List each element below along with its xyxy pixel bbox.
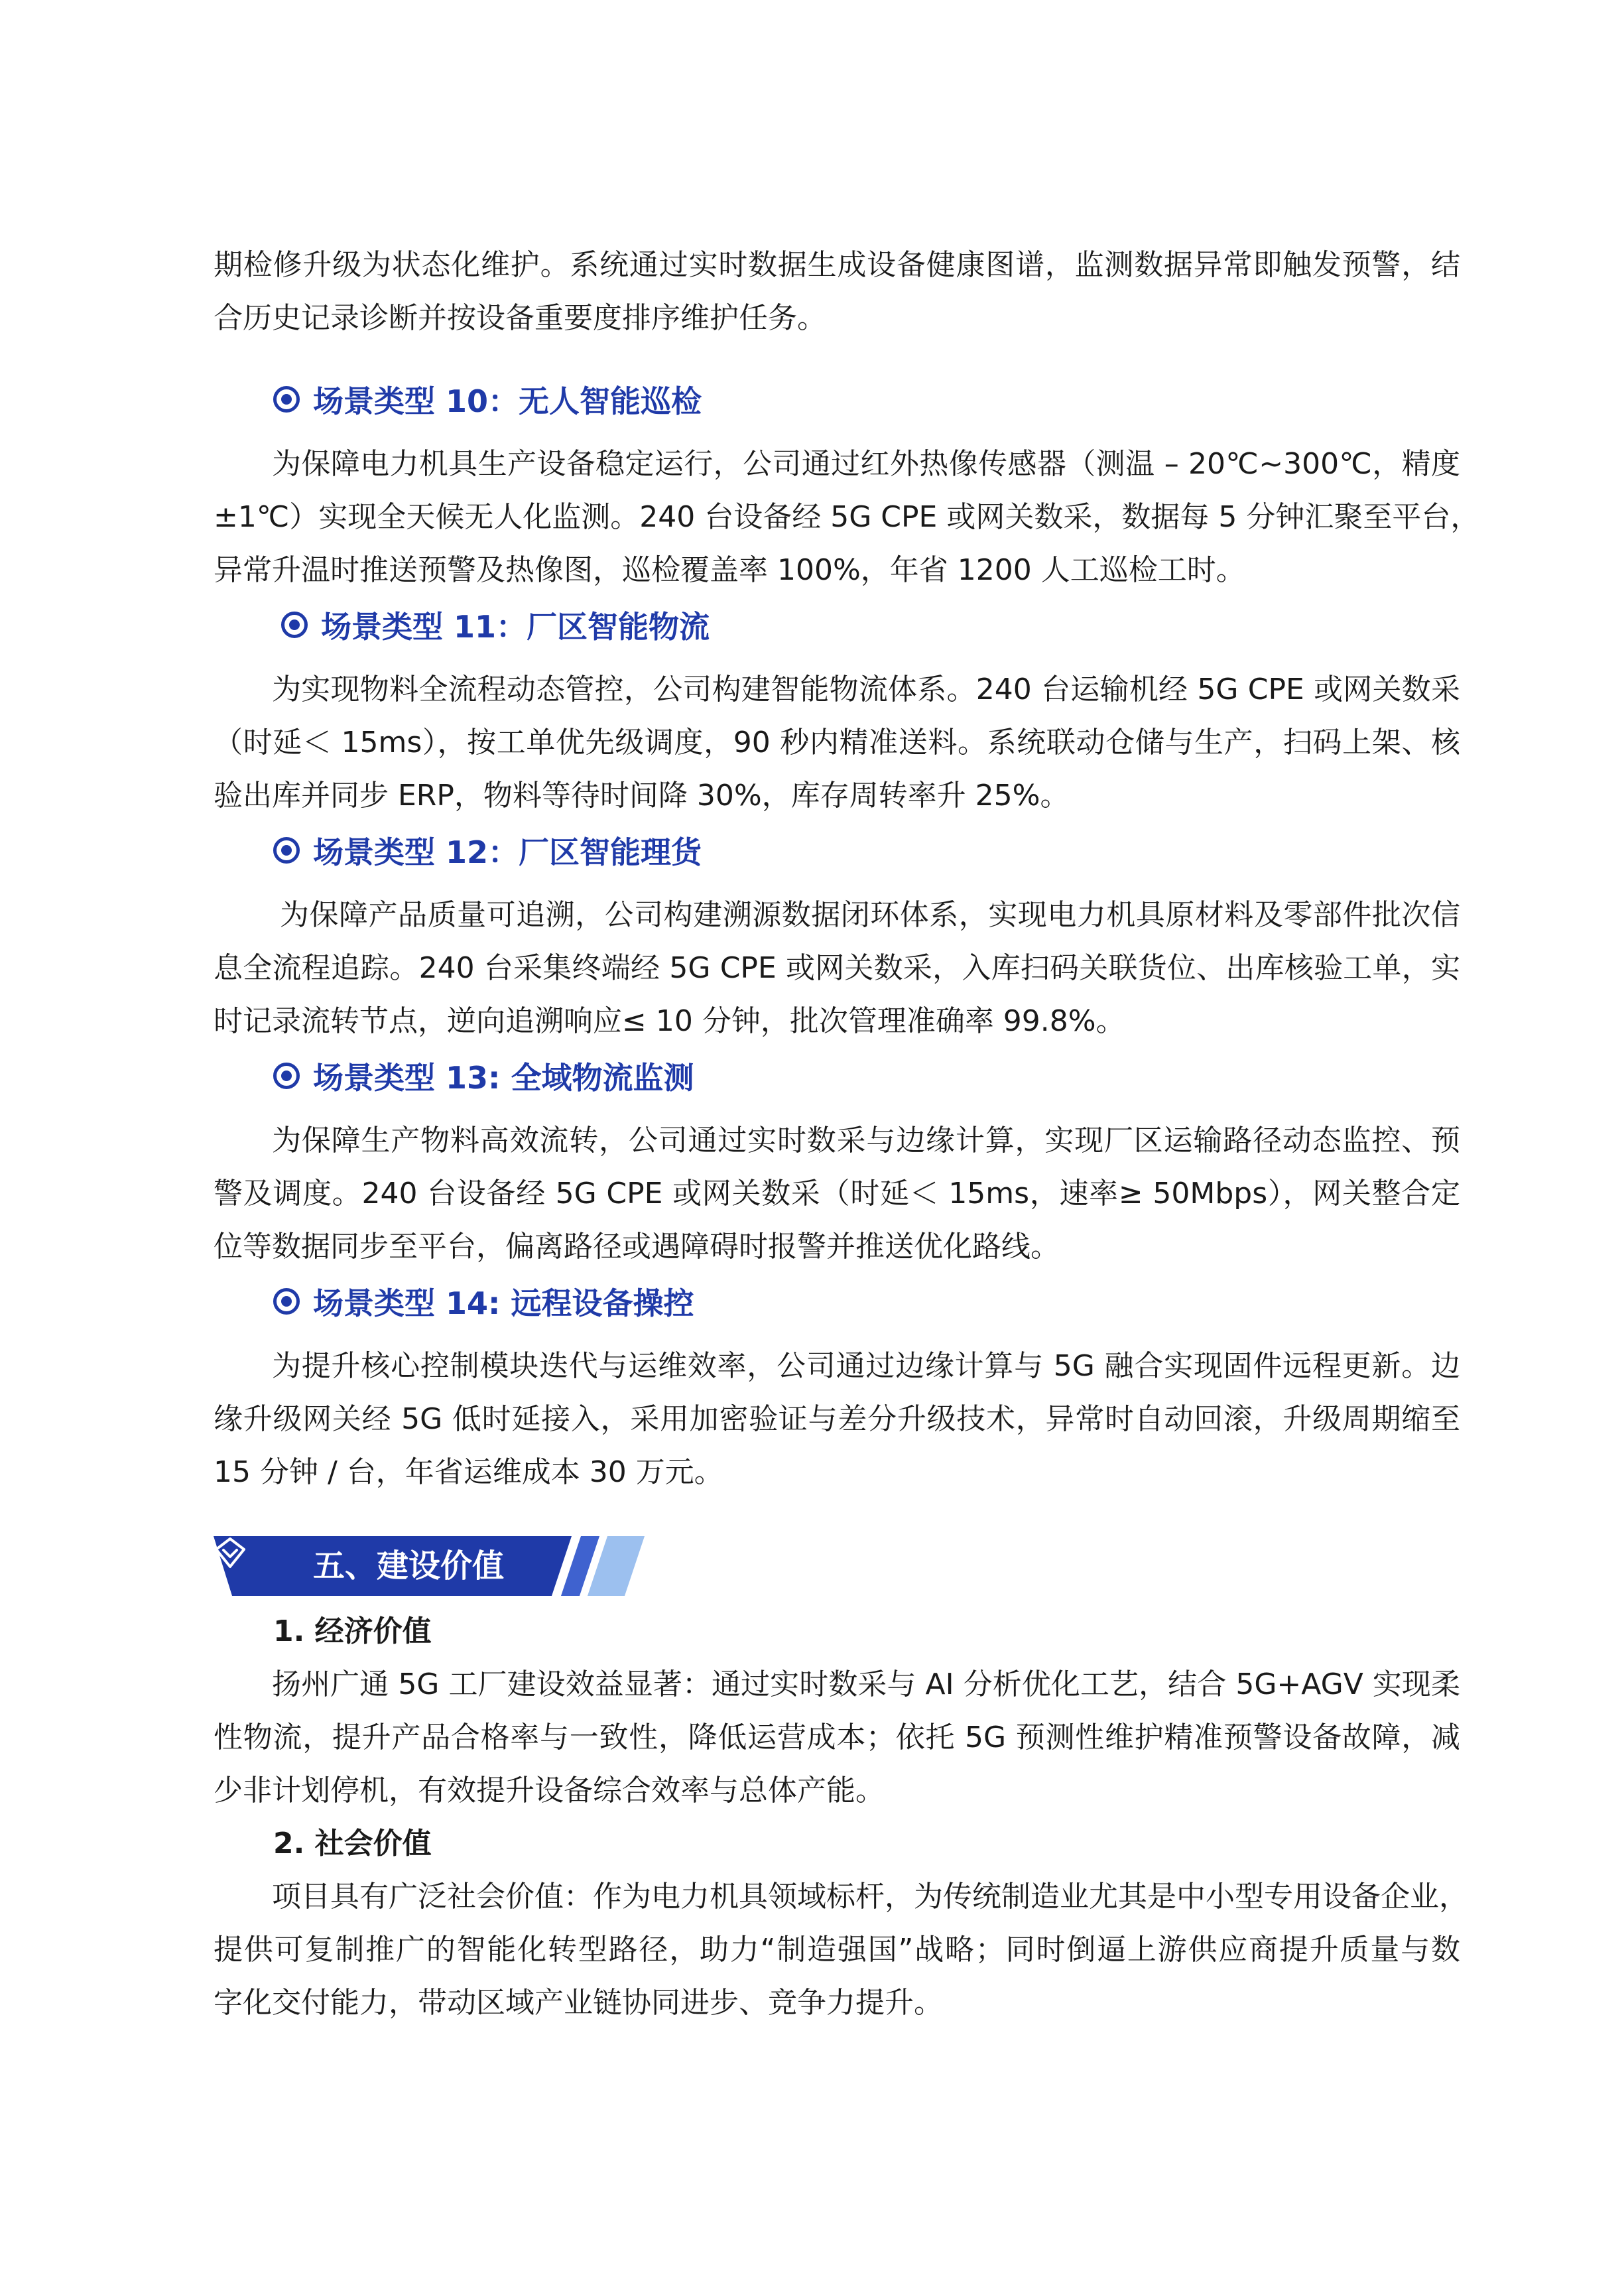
scenario-heading-13 bbox=[273, 1049, 694, 1102]
text-line: 项目具有广泛社会价值：作为电力机具领域标杆，为传统制造业尤其是中小型专用设备企业， bbox=[272, 1880, 1468, 1914]
text-line: ±1℃）实现全天候无人化监测。240 台设备经 5G CPE 或网关数采，数据每 5 分钟汇聚至平台， bbox=[214, 500, 1480, 534]
scenario-title: 场景类型 11：厂区智能物流 bbox=[321, 609, 710, 645]
target-bullet-icon bbox=[273, 386, 300, 413]
target-bullet-icon bbox=[273, 837, 300, 864]
text-line: 为提升核心控制模块迭代与运维效率，公司通过边缘计算与 5G 融合实现固件远程更新。边 bbox=[272, 1349, 1460, 1383]
target-bullet-icon bbox=[273, 1288, 300, 1315]
scenario-paragraph-11 bbox=[214, 663, 1460, 822]
text-line: 少非计划停机，有效提升设备综合效率与总体产能。 bbox=[214, 1774, 885, 1807]
scenario-title: 场景类型 12：厂区智能理货 bbox=[313, 834, 702, 870]
scenario-heading-14 bbox=[273, 1275, 694, 1328]
scenario-heading-12 bbox=[273, 824, 702, 877]
text-line: 期检修升级为状态化维护。系统通过实时数据生成设备健康图谱，监测数据异常即触发预警，结 bbox=[214, 248, 1460, 282]
text-line: 息全流程追踪。240 台采集终端经 5G CPE 或网关数采，入库扫码关联货位、出库核验工单，实 bbox=[214, 951, 1460, 985]
text-line: 提供可复制推广的智能化转型路径，助力“制造强国”战略；同时倒逼上游供应商提升质量与数 bbox=[214, 1933, 1460, 1967]
target-bullet-icon bbox=[281, 612, 308, 638]
social-value-paragraph bbox=[214, 1870, 1468, 2030]
scenario-paragraph-10 bbox=[214, 438, 1480, 597]
text-line: 异常升温时推送预警及热像图，巡检覆盖率 100%，年省 1200 人工巡检工时。 bbox=[214, 553, 1245, 587]
text-line: 性物流，提升产品合格率与一致性，降低运营成本；依托 5G 预测性维护精准预警设备故障，减 bbox=[214, 1721, 1460, 1754]
scenario-title: 场景类型 14: 远程设备操控 bbox=[313, 1285, 694, 1321]
text-line: （时延＜ 15ms），按工单优先级调度，90 秒内精准送料。系统联动仓储与生产，扫码上架、核 bbox=[214, 726, 1460, 759]
target-bullet-icon bbox=[273, 1063, 300, 1089]
text-line: 字化交付能力，带动区域产业链协同进步、竞争力提升。 bbox=[214, 1986, 943, 2020]
scenario-paragraph-13 bbox=[214, 1114, 1460, 1273]
text-line: 为保障生产物料高效流转，公司通过实时数采与边缘计算，实现厂区运输路径动态监控、预 bbox=[272, 1124, 1460, 1157]
text-line: 15 分钟 / 台，年省运维成本 30 万元。 bbox=[214, 1455, 723, 1489]
scenario-heading-10 bbox=[273, 373, 702, 426]
text-line: 位等数据同步至平台，偏离路径或遇障碍时报警并推送优化路线。 bbox=[214, 1230, 1060, 1264]
text-line: 合历史记录诊断并按设备重要度排序维护任务。 bbox=[214, 301, 826, 335]
subheading-economic-value: 1. 经济价值 bbox=[273, 1614, 432, 1648]
intro-paragraph bbox=[214, 239, 1460, 345]
text-line: 时记录流转节点，逆向追溯响应≤ 10 分钟，批次管理准确率 99.8%。 bbox=[214, 1004, 1125, 1038]
scenario-title: 场景类型 13: 全域物流监测 bbox=[313, 1060, 694, 1096]
scenario-paragraph-14 bbox=[214, 1340, 1460, 1499]
scenario-title: 场景类型 10：无人智能巡检 bbox=[313, 383, 702, 419]
section-banner bbox=[214, 1536, 664, 1596]
scenario-paragraph-12 bbox=[214, 889, 1460, 1048]
diamond-heart-icon bbox=[214, 1536, 247, 1569]
section-title: 五、建设价值 bbox=[313, 1547, 505, 1585]
text-line: 为保障电力机具生产设备稳定运行，公司通过红外热像传感器（测温 – 20℃~300℃，精度 bbox=[272, 447, 1460, 481]
text-line: 验出库并同步 ERP，物料等待时间降 30%，库存周转率升 25%。 bbox=[214, 779, 1070, 813]
text-line: 警及调度。240 台设备经 5G CPE 或网关数采（时延＜ 15ms，速率≥ 50Mbps），网关整合定 bbox=[214, 1177, 1460, 1210]
text-line: 为保障产品质量可追溯，公司构建溯源数据闭环体系，实现电力机具原材料及零部件批次信 bbox=[280, 898, 1460, 932]
text-line: 扬州广通 5G 工厂建设效益显著：通过实时数采与 AI 分析优化工艺，结合 5G+AGV 实现柔 bbox=[272, 1667, 1460, 1701]
economic-value-paragraph bbox=[214, 1658, 1460, 1817]
subheading-social-value: 2. 社会价值 bbox=[273, 1827, 432, 1860]
text-line: 为实现物料全流程动态管控，公司构建智能物流体系。240 台运输机经 5G CPE 或网关数采 bbox=[272, 673, 1460, 706]
text-line: 缘升级网关经 5G 低时延接入，采用加密验证与差分升级技术，异常时自动回滚，升级周期缩至 bbox=[214, 1402, 1460, 1436]
scenario-heading-11 bbox=[281, 598, 710, 651]
